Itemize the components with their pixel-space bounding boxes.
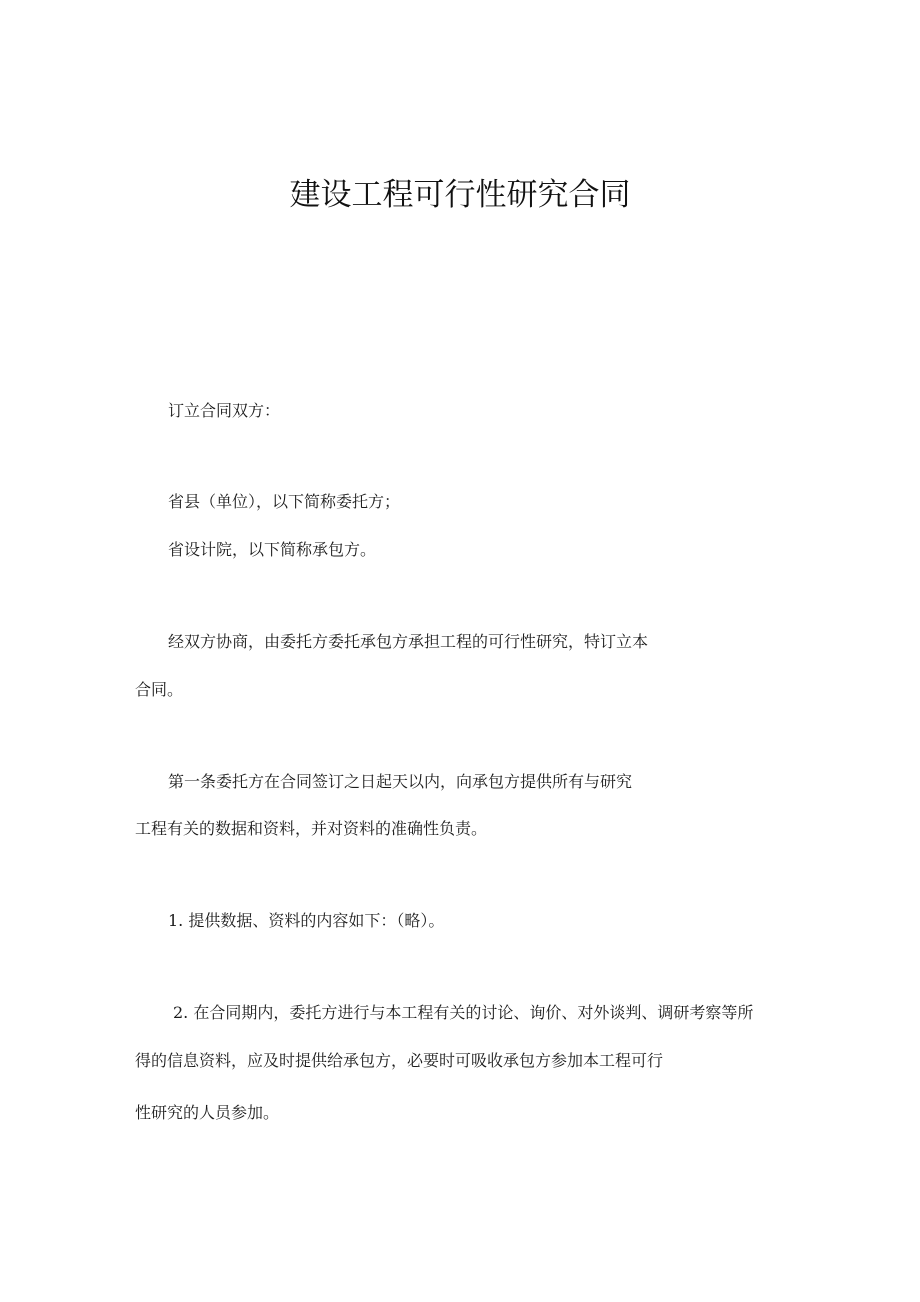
document-title: 建设工程可行性研究合同 (289, 177, 631, 213)
article-1-line-2: 工程有关的数据和资料，并对资料的准确性负责。 (135, 819, 488, 838)
client-party-line: 省县（单位），以下简称委托方； (168, 492, 401, 511)
contractor-party-line: 省设计院，以下简称承包方。 (168, 540, 377, 559)
article-1-item-2-line-2: 得的信息资料，应及时提供给承包方，必要时可吸收承包方参加本工程可行 (135, 1051, 664, 1070)
article-1-item-1: 1. 提供数据、资料的内容如下：（略）。 (168, 911, 445, 930)
article-1-line-1: 第一条委托方在合同签订之日起天以内，向承包方提供所有与研究 (168, 772, 633, 791)
article-1-item-2-line-1: 2. 在合同期内，委托方进行与本工程有关的讨论、询价、对外谈判、调研考察等所 (173, 1003, 754, 1022)
contract-parties-heading: 订立合同双方： (168, 401, 281, 420)
preamble-line-2: 合同。 (135, 680, 184, 699)
article-1-item-2-line-3: 性研究的人员参加。 (135, 1103, 280, 1122)
preamble-line-1: 经双方协商，由委托方委托承包方承担工程的可行性研究，特订立本 (168, 632, 649, 651)
